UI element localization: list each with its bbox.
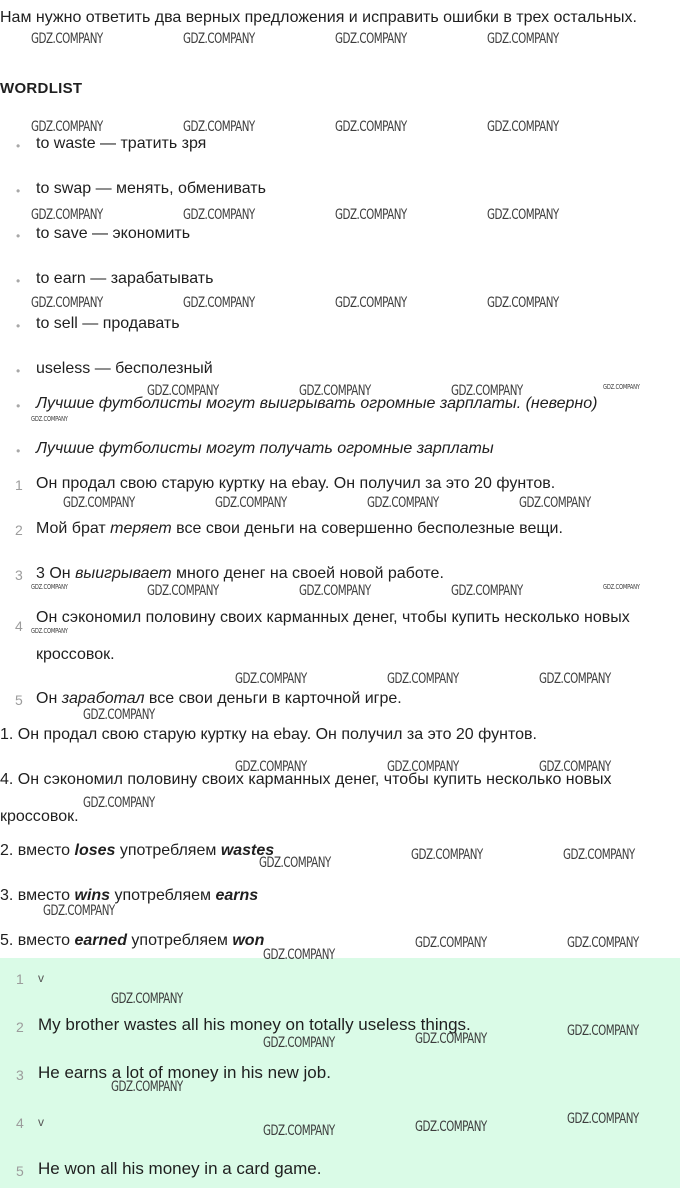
wrong-word: earned [74,932,127,949]
watermark-text: GDZ.COMPANY [415,1119,487,1135]
watermark-text: GDZ.COMPANY [335,207,407,223]
item-number: 2 [15,522,23,538]
answer-text: He won all his money in a card game. [38,1159,322,1178]
translation-item [15,474,556,494]
translation-text: 3 Он [36,565,76,582]
watermark-text: GDZ.COMPANY [263,1123,335,1139]
watermark-text: GDZ.COMPANY [487,295,559,311]
watermark-text: GDZ.COMPANY [263,1035,335,1051]
right-word: won [232,932,265,949]
answer-text: My brother wastes all his money on totally useless things. [38,1015,471,1034]
item-number: 4 [15,618,23,634]
item-number: 5 [16,1163,24,1179]
watermark-text: GDZ.COMPANY [567,1111,639,1127]
translation-emphasis: заработал [61,690,145,707]
translation-text: Он сэкономил половину своих карманных денег, чтобы купить несколько новых кроссовок. [36,609,630,663]
wordlist-item: • to swap — менять, обменивать [36,179,266,199]
answer-item [16,1158,322,1180]
right-word: earns [215,887,259,904]
translation-item [15,519,563,539]
watermark-text: GDZ.COMPANY [31,207,103,223]
translation-text: все свои деньги в карточной игре. [144,690,402,707]
fix-line: 2. вместо loses употребляем wastes [0,842,275,859]
intro-text: Нам нужно ответить два верных предложения и исправить ошибки в трех остальных. [0,9,637,26]
wordlist-item: • useless — бесполезный [36,359,213,379]
translation-item [15,564,444,584]
watermark-text: GDZ.COMPANY [451,583,523,599]
watermark-text: GDZ.COMPANY [539,671,611,687]
answer-item [16,1110,44,1133]
answer-item [16,966,44,989]
watermark-text: GDZ.COMPANY [263,947,335,963]
item-number: 4 [16,1115,24,1131]
correct-sentence: 4. Он сэкономил половину своих карманных денег, чтобы купить несколько новых кроссовок. [0,771,612,825]
translation-text: Он продал свою старую куртку на ebay. Он получил за это 20 фунтов. [36,475,556,492]
item-number: 5 [15,692,23,708]
wordlist-item: • to save — экономить [36,224,190,244]
translation-item [15,689,402,709]
watermark-text: GDZ.COMPANY [299,383,371,399]
watermark-text: GDZ.COMPANY [31,627,68,635]
watermark-text: GDZ.COMPANY [147,383,219,399]
answer-item [16,1062,331,1084]
check-mark: v [38,971,44,985]
translation-text: все свои деньги на совершенно бесполезные вещи. [171,520,563,537]
watermark-text: GDZ.COMPANY [111,991,183,1007]
translation-text: Мой брат [36,520,111,537]
wordlist-item: • to earn — зарабатывать [36,269,213,289]
wordlist-heading: WORDLIST [0,80,83,97]
watermark-text: GDZ.COMPANY [563,847,635,863]
watermark-text: GDZ.COMPANY [519,495,591,511]
watermark-text: GDZ.COMPANY [487,119,559,135]
watermark-text: GDZ.COMPANY [335,295,407,311]
fix-line: 5. вместо earned употребляем won [0,932,265,949]
watermark-text: GDZ.COMPANY [259,855,331,871]
watermark-text: GDZ.COMPANY [31,119,103,135]
translation-text: Он [36,690,62,707]
watermark-text: GDZ.COMPANY [235,759,307,775]
translation-emphasis: теряет [110,520,172,537]
watermark-text: GDZ.COMPANY [567,1023,639,1039]
watermark-text: GDZ.COMPANY [147,583,219,599]
check-mark: v [38,1115,44,1129]
item-number: 2 [16,1019,24,1035]
watermark-text: GDZ.COMPANY [603,583,640,591]
wordlist-item: • to waste — тратить зря [36,134,206,154]
wrong-word: loses [74,842,116,859]
watermark-text: GDZ.COMPANY [335,31,407,47]
translation-emphasis: выигрывает [75,565,172,582]
watermark-text: GDZ.COMPANY [183,31,255,47]
item-number: 3 [16,1067,24,1083]
watermark-text: GDZ.COMPANY [111,1079,183,1095]
correct-sentence: 1. Он продал свою старую куртку на ebay. Он получил за это 20 фунтов. [0,726,537,743]
watermark-text: GDZ.COMPANY [183,207,255,223]
watermark-text: GDZ.COMPANY [487,207,559,223]
watermark-text: GDZ.COMPANY [215,495,287,511]
fix-line: 3. вместо wins употребляем earns [0,887,259,904]
item-number: 3 [15,567,23,583]
item-number: 1 [16,971,24,987]
watermark-text: GDZ.COMPANY [183,119,255,135]
watermark-text: GDZ.COMPANY [387,671,459,687]
watermark-text: GDZ.COMPANY [63,495,135,511]
watermark-text: GDZ.COMPANY [603,383,640,391]
wordlist-item-italic: • Лучшие футболисты могут выигрывать огромные зарплаты. (неверно) [36,394,597,414]
watermark-text: GDZ.COMPANY [83,795,155,811]
answer-panel [0,958,680,1188]
answer-item [16,1014,471,1036]
answer-text: He earns a lot of money in his new job. [38,1063,331,1082]
wrong-word: wins [74,887,111,904]
watermark-text: GDZ.COMPANY [387,759,459,775]
watermark-text: GDZ.COMPANY [43,903,115,919]
translation-text: много денег на своей новой работе. [171,565,444,582]
watermark-text: GDZ.COMPANY [335,119,407,135]
watermark-text: GDZ.COMPANY [183,295,255,311]
wordlist-item: • to sell — продавать [36,314,180,334]
right-word: wastes [220,842,275,859]
watermark-text: GDZ.COMPANY [539,759,611,775]
watermark-text: GDZ.COMPANY [31,583,68,591]
watermark-text: GDZ.COMPANY [31,31,103,47]
watermark-text: GDZ.COMPANY [299,583,371,599]
wordlist-item-italic: • Лучшие футболисты могут получать огромные зарплаты [36,439,494,459]
translation-item [15,599,666,673]
watermark-text: GDZ.COMPANY [415,935,487,951]
watermark-text: GDZ.COMPANY [367,495,439,511]
watermark-text: GDZ.COMPANY [31,415,68,423]
watermark-text: GDZ.COMPANY [83,707,155,723]
watermark-text: GDZ.COMPANY [567,935,639,951]
watermark-text: GDZ.COMPANY [411,847,483,863]
watermark-text: GDZ.COMPANY [451,383,523,399]
watermark-text: GDZ.COMPANY [31,295,103,311]
item-number: 1 [15,477,23,493]
watermark-text: GDZ.COMPANY [235,671,307,687]
watermark-text: GDZ.COMPANY [487,31,559,47]
watermark-text: GDZ.COMPANY [415,1031,487,1047]
